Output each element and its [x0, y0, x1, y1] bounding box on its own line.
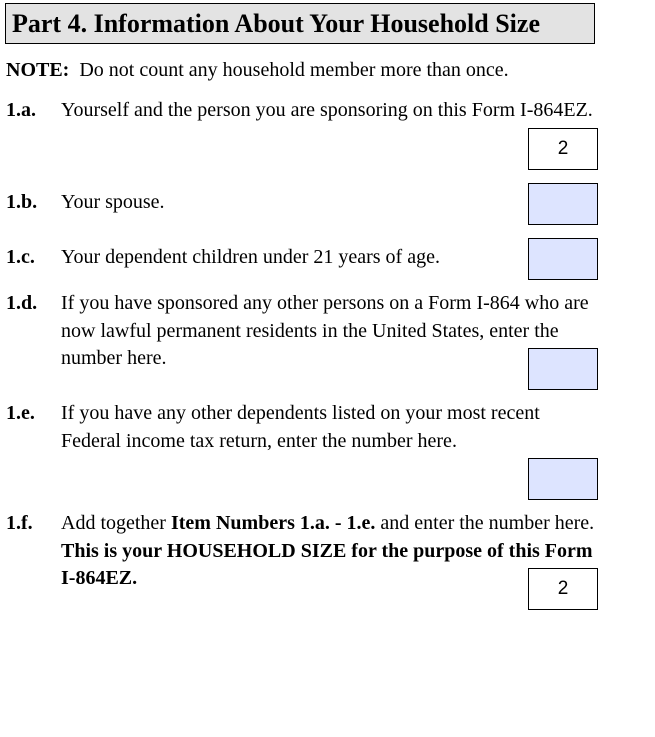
item-text-1f-reference: Item Numbers 1.a. - 1.e.: [170, 512, 376, 534]
item-text-1f: [61, 510, 601, 593]
household-other-sponsored-field[interactable]: [528, 348, 598, 390]
household-other-dependents-field[interactable]: [528, 458, 598, 500]
item-text-1a: Yourself and the person you are sponsoring on this Form I-864EZ.: [61, 99, 593, 121]
note-label: NOTE:: [6, 59, 70, 81]
note-text: Do not count any household member more than once.: [79, 59, 509, 81]
household-self-and-sponsored-field[interactable]: [528, 128, 598, 170]
item-number-1e: 1.e.: [6, 402, 35, 424]
item-text-1f-intro: Add together: [61, 512, 166, 534]
item-text-1e: If you have any other dependents listed on your most recent Federal income tax return, enter the number here.: [61, 402, 540, 452]
item-text-1f-household-size-note: This is your HOUSEHOLD SIZE for the purpose of this Form I-864EZ.: [61, 539, 593, 589]
note: [6, 58, 509, 82]
item-number-1c: 1.c.: [6, 246, 35, 268]
item-number-1b: 1.b.: [6, 191, 38, 213]
item-number-1f: 1.f.: [6, 512, 33, 534]
part-4-header: Part 4. Information About Your Household Size: [5, 3, 595, 44]
household-size-total-field[interactable]: [528, 568, 598, 610]
item-text-1f-instruction: and enter the number here.: [380, 512, 595, 534]
item-number-1d: 1.d.: [6, 292, 38, 314]
item-text-1c: Your dependent children under 21 years of age.: [61, 246, 440, 268]
item-text-1d: If you have sponsored any other persons on a Form I-864 who are now lawful permanent residents in the United States, enter the number here.: [61, 292, 589, 369]
item-number-1a: 1.a.: [6, 99, 36, 121]
household-spouse-field[interactable]: [528, 183, 598, 225]
household-dependent-children-field[interactable]: [528, 238, 598, 280]
item-text-1b: Your spouse.: [61, 191, 165, 213]
